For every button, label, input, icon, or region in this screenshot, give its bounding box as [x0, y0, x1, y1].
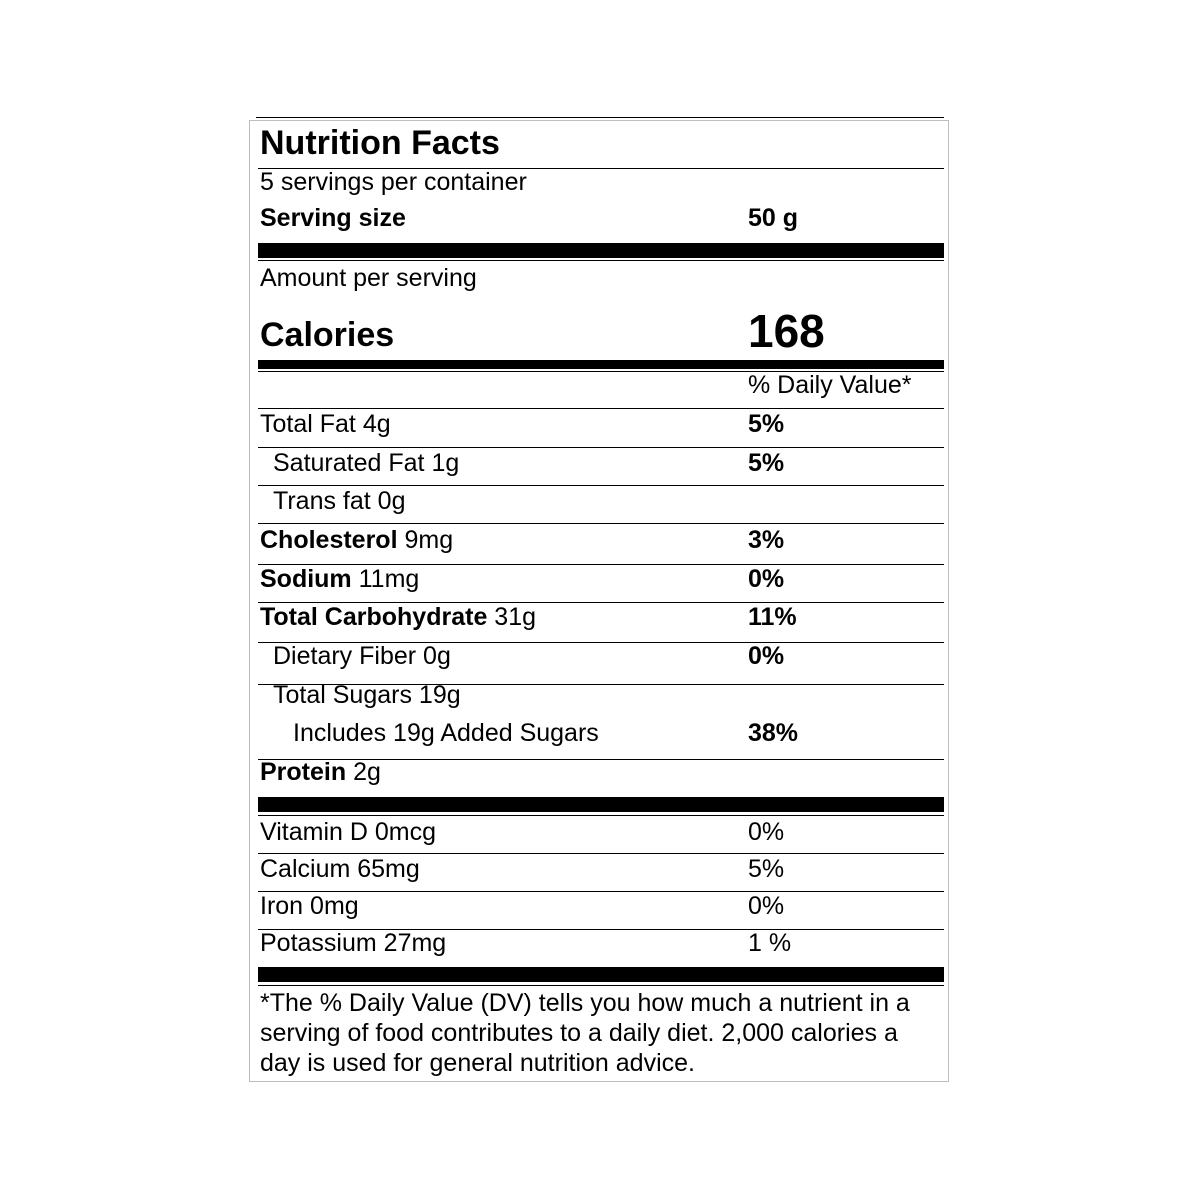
- nutrient-dv-added-sugars: 38%: [748, 719, 799, 747]
- nutrient-name: Sodium: [260, 565, 352, 593]
- serving-size-value: 50 g: [748, 204, 799, 232]
- nutrient-amount: 0g: [377, 487, 406, 515]
- nutrient-dv-sodium: 0%: [748, 565, 785, 593]
- nutrient-row-trans-fat: [273, 486, 405, 516]
- vitamin-amount: 27mg: [383, 929, 447, 957]
- nutrient-name: Dietary Fiber: [273, 642, 417, 670]
- nutrient-row-protein: [260, 757, 381, 787]
- vitamin-dv-potassium: 1 %: [748, 929, 792, 957]
- nutrient-amount: 1g: [431, 449, 460, 477]
- vitamin-row-iron: [260, 891, 359, 921]
- nutrient-amount: 9mg: [404, 526, 454, 554]
- nutrient-amount: 31g: [494, 603, 537, 631]
- vitamin-name: Iron: [260, 892, 304, 920]
- nutrient-row-saturated-fat: [273, 448, 459, 478]
- vitamin-amount: 65mg: [357, 855, 420, 883]
- nutrition-label: [249, 120, 949, 1082]
- nutrient-row-cholesterol: [260, 525, 453, 555]
- divider-row: [258, 891, 944, 892]
- daily-value-footnote: *The % Daily Value (DV) tells you how much a nutrient in a serving of food contributes to a daily diet. 2,000 calories a day is used for general nutrition advice.: [260, 989, 910, 1077]
- serving-size-label: Serving size: [260, 204, 406, 232]
- divider-thick-serving: [258, 243, 944, 258]
- nutrient-row-added-sugars: Includes 19g Added Sugars: [293, 719, 599, 747]
- nutrient-amount: 11mg: [358, 565, 420, 593]
- vitamin-name: Vitamin D: [260, 818, 368, 846]
- vitamin-dv-vitamin-d: 0%: [748, 818, 785, 846]
- daily-value-header: % Daily Value*: [748, 371, 912, 399]
- nutrient-amount: 2g: [353, 758, 381, 786]
- nutrient-amount: 19g: [418, 681, 461, 709]
- vitamin-name: Calcium: [260, 855, 351, 883]
- nutrient-name: Total Fat: [260, 410, 356, 438]
- divider-thick-footnote: [258, 967, 944, 982]
- divider-thin-protein: [258, 815, 944, 816]
- divider-thin-footnote: [258, 985, 944, 986]
- nutrient-row-total-carbohydrate: [260, 602, 536, 632]
- nutrient-name: Total Carbohydrate: [260, 603, 488, 631]
- vitamin-dv-iron: 0%: [748, 892, 785, 920]
- nutrient-name: Cholesterol: [260, 526, 398, 554]
- divider-thick-protein: [258, 797, 944, 812]
- vitamin-row-vitamin-d: [260, 817, 436, 847]
- nutrient-amount: 4g: [362, 410, 391, 438]
- nutrient-dv-saturated-fat: 5%: [748, 449, 785, 477]
- nutrient-dv-cholesterol: 3%: [748, 526, 785, 554]
- vitamin-name: Potassium: [260, 929, 377, 957]
- vitamin-row-calcium: [260, 854, 420, 884]
- divider-thick-calories: [258, 360, 944, 369]
- nutrient-row-sodium: [260, 564, 419, 594]
- vitamin-row-potassium: [260, 928, 446, 958]
- divider-thin-serving: [258, 260, 944, 261]
- amount-per-serving: Amount per serving: [260, 264, 477, 292]
- calories-label: Calories: [260, 316, 395, 354]
- nutrient-amount: 0g: [423, 642, 451, 670]
- nutrient-name: Trans fat: [273, 487, 371, 515]
- nutrient-row-total-sugars: [273, 680, 461, 710]
- nutrient-name: Protein: [260, 758, 347, 786]
- divider-row: [258, 523, 944, 524]
- vitamin-dv-calcium: 5%: [748, 855, 785, 883]
- calories-value: 168: [748, 305, 825, 357]
- nutrient-dv-total-carbohydrate: 11%: [748, 603, 797, 631]
- vitamin-amount: 0mg: [310, 892, 359, 920]
- nutrient-row-dietary-fiber: [273, 641, 451, 671]
- nutrient-dv-total-fat: 5%: [748, 410, 785, 438]
- nutrient-name: Total Sugars: [273, 681, 412, 709]
- label-title: Nutrition Facts: [260, 124, 500, 162]
- vitamin-amount: 0mcg: [374, 818, 437, 846]
- nutrient-dv-dietary-fiber: 0%: [748, 642, 785, 670]
- top-rule: [256, 117, 944, 118]
- nutrient-row-total-fat: [260, 409, 391, 439]
- nutrient-name: Saturated Fat: [273, 449, 425, 477]
- servings-per-container: 5 servings per container: [260, 168, 527, 196]
